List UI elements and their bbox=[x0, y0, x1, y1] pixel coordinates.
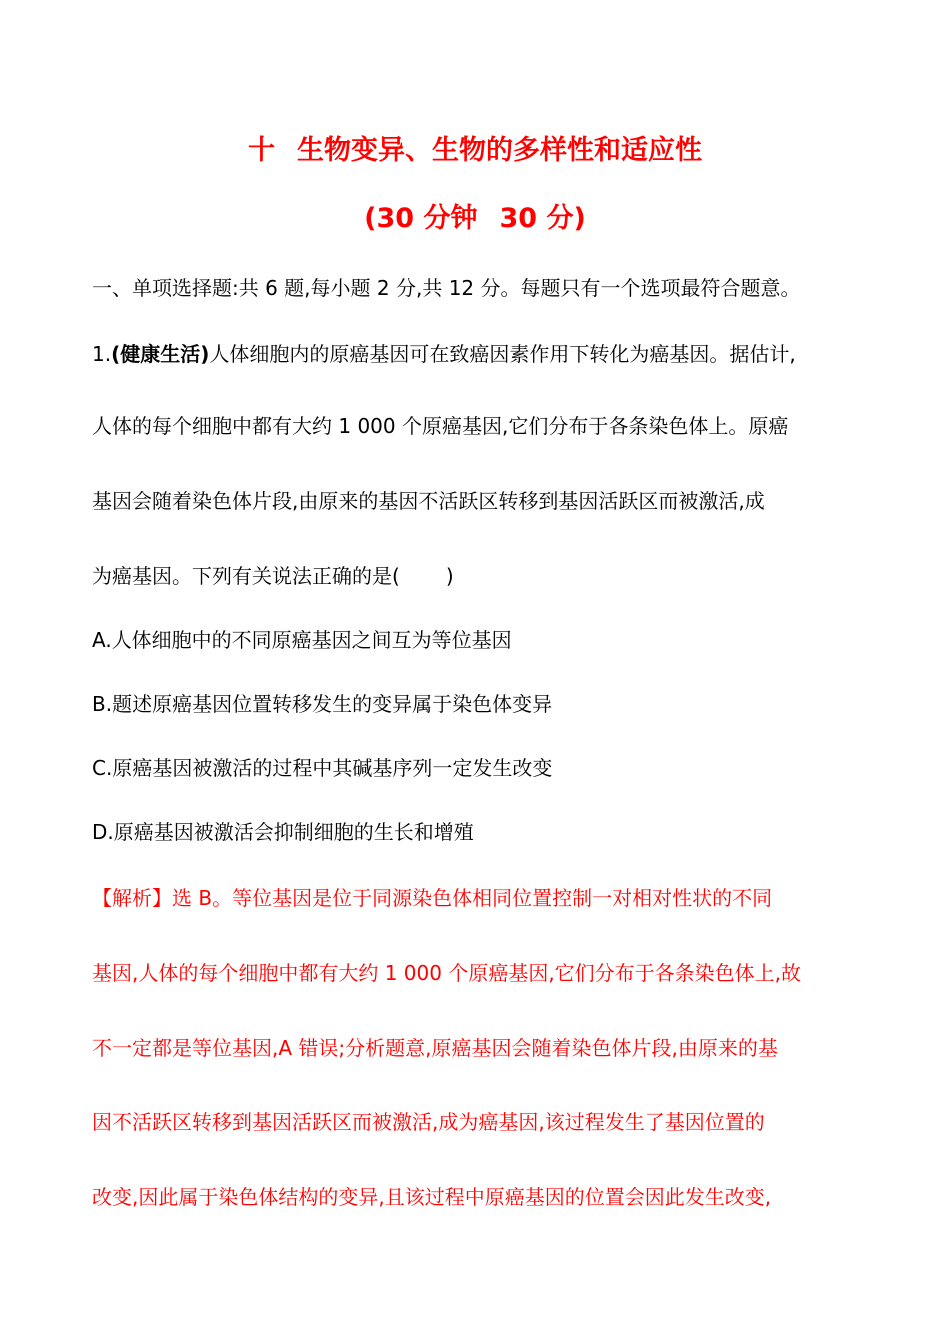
title-text: 生物变异、生物的多样性和适应性 bbox=[297, 135, 702, 166]
analysis-text-1: 选 B。等位基因是位于同源染色体相同位置控制一对相对性状的不同 bbox=[172, 886, 773, 910]
analysis-line-5: 改变,因此属于染色体结构的变异,且该过程中原癌基因的位置会因此发生改变, bbox=[92, 1185, 772, 1209]
subtitle-score: 30 分) bbox=[499, 203, 586, 234]
analysis-line-1 bbox=[92, 884, 872, 912]
analysis-label: 【解析】 bbox=[92, 886, 172, 910]
section-heading: 一、单项选择题:共 6 题,每小题 2 分,共 12 分。每题只有一个选项最符合题意。 bbox=[92, 276, 801, 300]
option-c: C.原癌基因被激活的过程中其碱基序列一定发生改变 bbox=[92, 756, 553, 780]
analysis-line-2: 基因,人体的每个细胞中都有大约 1 000 个原癌基因,它们分布于各条染色体上,故 bbox=[92, 961, 802, 985]
option-d: D.原癌基因被激活会抑制细胞的生长和增殖 bbox=[92, 820, 474, 844]
option-b: B.题述原癌基因位置转移发生的变异属于染色体变异 bbox=[92, 692, 553, 716]
page-subtitle bbox=[0, 202, 950, 236]
option-a: A.人体细胞中的不同原癌基因之间互为等位基因 bbox=[92, 628, 512, 652]
analysis-line-3: 不一定都是等位基因,A 错误;分析题意,原癌基因会随着染色体片段,由原来的基 bbox=[92, 1036, 778, 1060]
question-text-4: 为癌基因。下列有关说法正确的是( bbox=[92, 564, 400, 588]
question-line-4 bbox=[92, 562, 872, 590]
question-line-2: 人体的每个细胞中都有大约 1 000 个原癌基因,它们分布于各条染色体上。原癌 bbox=[92, 414, 789, 438]
answer-close-paren: ) bbox=[445, 564, 454, 588]
question-number: 1. bbox=[92, 342, 112, 366]
title-number: 十 bbox=[248, 135, 275, 166]
page-title bbox=[0, 134, 950, 168]
question-text-1: 人体细胞内的原癌基因可在致癌因素作用下转化为癌基因。据估计, bbox=[209, 342, 796, 366]
question-tag: (健康生活) bbox=[111, 342, 210, 366]
subtitle-time: (30 分钟 bbox=[364, 203, 478, 234]
question-line-1 bbox=[92, 340, 872, 368]
question-line-3: 基因会随着染色体片段,由原来的基因不活跃区转移到基因活跃区而被激活,成 bbox=[92, 489, 765, 513]
analysis-line-4: 因不活跃区转移到基因活跃区而被激活,成为癌基因,该过程发生了基因位置的 bbox=[92, 1110, 765, 1134]
